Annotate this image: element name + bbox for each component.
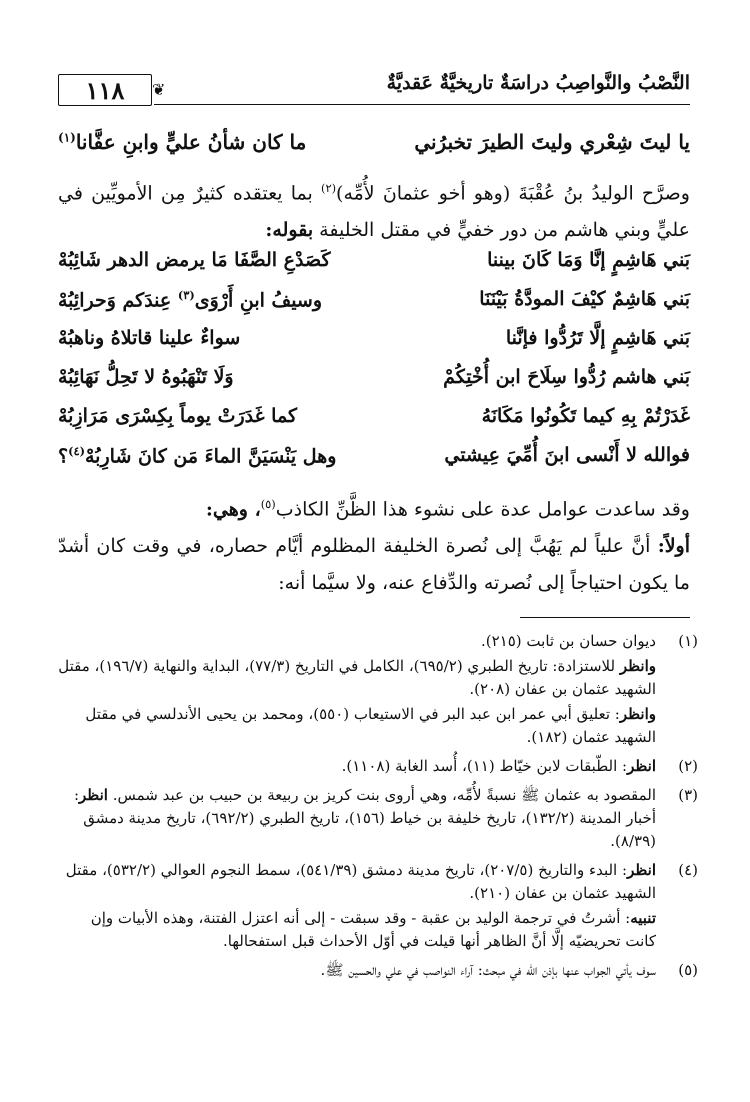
header-rule <box>154 104 690 105</box>
footnote: (٥) سوف يأتي الجواب عنها بإذن الله في مبحث: آراء النواصب في علي والحسين ﷺ. <box>58 959 698 982</box>
footnote-ref: (٣) <box>177 288 195 302</box>
footnote-number: (١) <box>678 632 698 650</box>
footnote-number: (٣) <box>678 786 698 804</box>
footnote-number: (٢) <box>678 757 698 775</box>
footnote-ref: (٢) <box>321 181 337 195</box>
poem <box>58 245 690 479</box>
footnote-number: (٤) <box>678 861 698 879</box>
verse-hemistich-2: ما كان شأنُ عليٍّ وابنِ عفَّانا$^{(١)}$ <box>58 130 307 154</box>
paragraph-2: وقد ساعدت عوامل عدة على نشوء هذا الظَّنِّ الكاذب$^{(٥)}$، وهي: أولاً: أنَّ علياً لم يَهُبَّ إلى نُصرة الخليفة المظلوم أيَّام حصاره، في وقت كان أشدّ ما يكون احتياجاً إلى نُصرته والدِّفاع عنه، ولا سيَّما أنه: <box>58 497 690 595</box>
footnote: (١) ديوان حسان بن ثابت (٢١٥). وانظر للاستزادة: تاريخ الطبري (٦٩٥/٢)، الكامل في التاريخ (٧٧/٣)، البداية والنهاية (١٩٦/٧)، مقتل الشهيد عثمان بن عفان (٢٠٨). وانظر: تعليق أبي عمر ابن عبد البر في الاستيعاب (٥٥٠)، ومحمد بن يحيى الأندلسي في مقتل الشهيد عثمان (١٨٢). <box>58 632 698 746</box>
poem-verse: بَني هاشم رُدُّوا سِلَاحَ ابن أُخْتِكُمْ وَلَا تَنْهَبُوهُ لا تَحِلُّ نَهَائِبُهْ <box>58 366 690 388</box>
footnote: (٤) انظر: البدء والتاريخ (٢٠٧/٥)، تاريخ مدينة دمشق (٥٤١/٣٩)، سمط النجوم العوالي (٥٣٢/٢)، مقتل الشهيد عثمان بن عفان (٢١٠). تنبيه: أشرتُ في ترجمة الوليد بن عقبة - وقد سبقت - إلى أنه اعتزل الفتنة، وهذه الأبيات وإن كانت تحريضيّه إلَّا أنَّ الظاهر أنها قيلت في أوّل الأحداث قبل استفحالها. <box>65 861 698 950</box>
footnote-ref: (٥) <box>260 497 276 511</box>
opening-verse <box>58 130 690 164</box>
footnotes <box>58 630 698 988</box>
poem-verse: غَدَرْتُمْ بِهِ كيما تَكُونُوا مَكَانَهُ كما غَدَرَتْ يوماً بِكِسْرَى مَرَازِبُهْ <box>58 405 690 427</box>
footnote-ref: (١) <box>58 130 76 145</box>
verse-hemistich-1: يا ليتَ شِعْري وليتَ الطيرَ تخبرُني <box>414 130 690 154</box>
footnote: (٢) انظر: الطّبقات لابن خيّاط (١١)، أُسد الغابة (١١٠٨). <box>58 755 698 778</box>
paragraph-1: وصرَّح الوليدُ بنُ عُقْبَةَ (وهو أخو عثمانَ لأُمِّه)$^{(٢)}$ بما يعتقده كثيرٌ مِن الأمويِّين في عليٍّ وبني هاشم من دور خفيٍّ في مقتل الخليفة بقوله: <box>58 181 690 242</box>
page-header <box>58 70 690 110</box>
footnote: (٣) المقصود به عثمان ﷺ نسبةً لأُمِّه، وهي أروى بنت كريز بن ربيعة بن حبيب بن عبد شمس. انظر: أخبار المدينة (١٣٢/٢)، تاريخ خليفة بن خياط (١٥٦)، تاريخ الطبري (٦٩٢/٢)، تاريخ مدينة دمشق (٨/٣٩). <box>73 786 698 850</box>
ornament-icon: ❦ <box>152 80 166 99</box>
footnote-ref: (٤) <box>68 444 85 458</box>
footnote-rule <box>520 617 690 618</box>
running-title: النَّصْبُ والنَّواصِبُ دراسَةٌ تاريخيَّةٌ عَقديَّةٌ <box>386 72 690 94</box>
page-number: ١١٨ <box>58 74 152 106</box>
first-point-label: أولاً: <box>657 535 690 558</box>
poem-verse: بَني هَاشِمٍ إلَّا تَرُدُّوا فإنَّنا سواءٌ علينا قاتلاهُ وناهبُهْ <box>58 327 690 349</box>
poem-verse: فوالله لا أَنْسى ابنَ أُمِّيَ عِيشتي وهل يَنْسَيَنَّ الماءَ مَن كانَ شَارِبُهْ$^{(٤)}$؟ <box>58 444 690 468</box>
footnote-number: (٥) <box>678 961 698 979</box>
poem-verse: بَني هَاشِمٌ كيْفَ المودَّةُ بَيْنَنَا وسيفُ ابنِ أَرْوَى$^{(٣)}$ عِندَكم وَحرائِبُهْ <box>58 288 690 312</box>
poem-verse: بَني هَاشِمٍ إنَّا وَمَا كَانَ بيننا كَصَدْعِ الصَّفَا مَا يرمض الدهر شَائِبُهْ <box>58 249 690 271</box>
